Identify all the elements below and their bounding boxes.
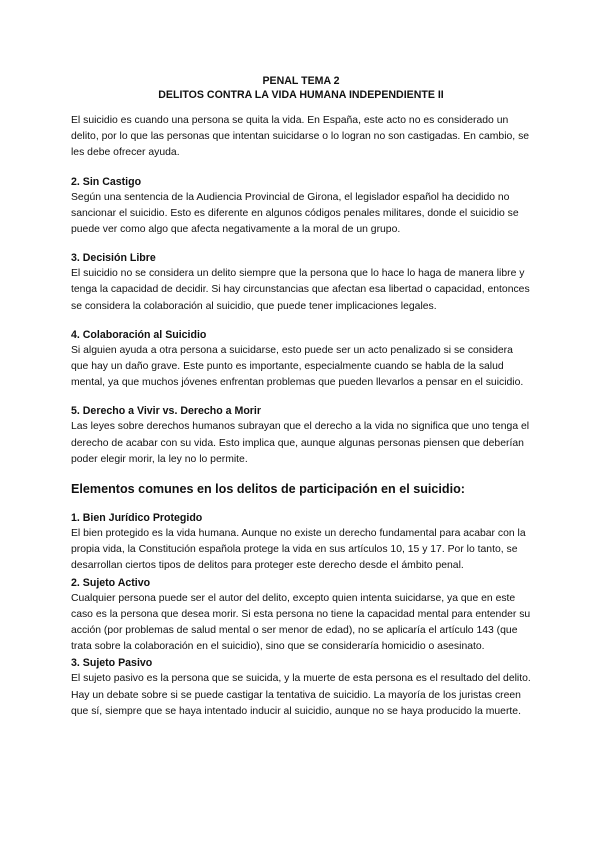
- section-heading: 2. Sin Castigo: [71, 175, 142, 188]
- doc-title-line2: DELITOS CONTRA LA VIDA HUMANA INDEPENDIENTE II: [158, 89, 444, 101]
- section-heading: 4. Colaboración al Suicidio: [71, 328, 207, 341]
- section-decision-libre: [71, 250, 531, 315]
- item-bien-juridico: [71, 510, 531, 575]
- item-heading: 1. Bien Jurídico Protegido: [71, 512, 203, 525]
- item-heading: 2. Sujeto Activo: [71, 576, 151, 589]
- item-sujeto-activo: [71, 575, 531, 656]
- item-body: El bien protegido es la vida humana. Aunque no existe un derecho fundamental para acabar con la propia vida, la Constitución española protege la vida en sus artículos 10, 15 y 17. Por lo tanto, se desarrollan ciertos tipos de delitos para proteger este derecho desde el ámbito penal.: [71, 528, 526, 572]
- section-body: El suicidio no se considera un delito siempre que la persona que lo hace lo haga de manera libre y tenga la capacidad de decidir. Si hay circunstancias que afectan esa libertad o capacidad, entonces se considera la colaboración al suicidio, que puede tener implicaciones legales.: [71, 268, 530, 312]
- item-sujeto-pasivo: [71, 655, 531, 720]
- doc-title-line1: PENAL TEMA 2: [262, 75, 340, 87]
- section-heading: 5. Derecho a Vivir vs. Derecho a Morir: [71, 405, 261, 418]
- common-elements-heading: Elementos comunes en los delitos de participación en el suicidio:: [71, 482, 465, 497]
- intro-paragraph: El suicidio es cuando una persona se quita la vida. En España, este acto no es considerado un delito, por lo que las personas que intentan suicidarse o lo logran no son castigadas. En cambio, se les debe ofrecer ayuda.: [71, 115, 530, 159]
- section-sin-castigo: [71, 174, 531, 239]
- document-page: [71, 74, 531, 720]
- item-body: Cualquier persona puede ser el autor del delito, excepto quien intenta suicidarse, ya que en este caso es la persona que desea morir. Si esta persona no tiene la capacidad mental para entender su acción (por problemas de salud mental o ser menor de edad), no se aplicaría el artículo 143 (que trata sobre la colaboración en el suicidio), sino que se consideraría homicidio o asesinato.: [71, 592, 531, 653]
- item-body: El sujeto pasivo es la persona que se suicida, y la muerte de esta persona es el resultado del delito. Hay un debate sobre si se puede castigar la tentativa de suicidio. La mayoría de los juristas creen que sí, siempre que se haya intentado inducir al suicidio, aunque no se haya producido la muerte.: [71, 673, 531, 717]
- section-colaboracion: [71, 327, 531, 392]
- section-derecho-vivir-morir: [71, 403, 531, 468]
- section-body: Si alguien ayuda a otra persona a suicidarse, esto puede ser un acto penalizado si se considera que hay un daño grave. Este punto es importante, especialmente cuando se habla de la salud mental, ya que muchos jóvenes enfrentan problemas que pueden llevarlos a pensar en el suicidio.: [71, 344, 524, 389]
- section-body: Las leyes sobre derechos humanos subrayan que el derecho a la vida no significa que uno tenga el derecho de acabar con su vida. Esto implica que, aunque algunas personas piensen que deberían poder elegir morir, la ley no lo permite.: [71, 421, 530, 465]
- item-heading: 3. Sujeto Pasivo: [71, 657, 153, 670]
- section-body: Según una sentencia de la Audiencia Provincial de Girona, el legislador español ha decidido no sancionar el suicidio. Esto es diferente en algunos códigos penales militares, donde el suicidio se puede ver como algo que afecta negativamente a la moral de un grupo.: [71, 191, 519, 236]
- section-heading: 3. Decisión Libre: [71, 252, 156, 265]
